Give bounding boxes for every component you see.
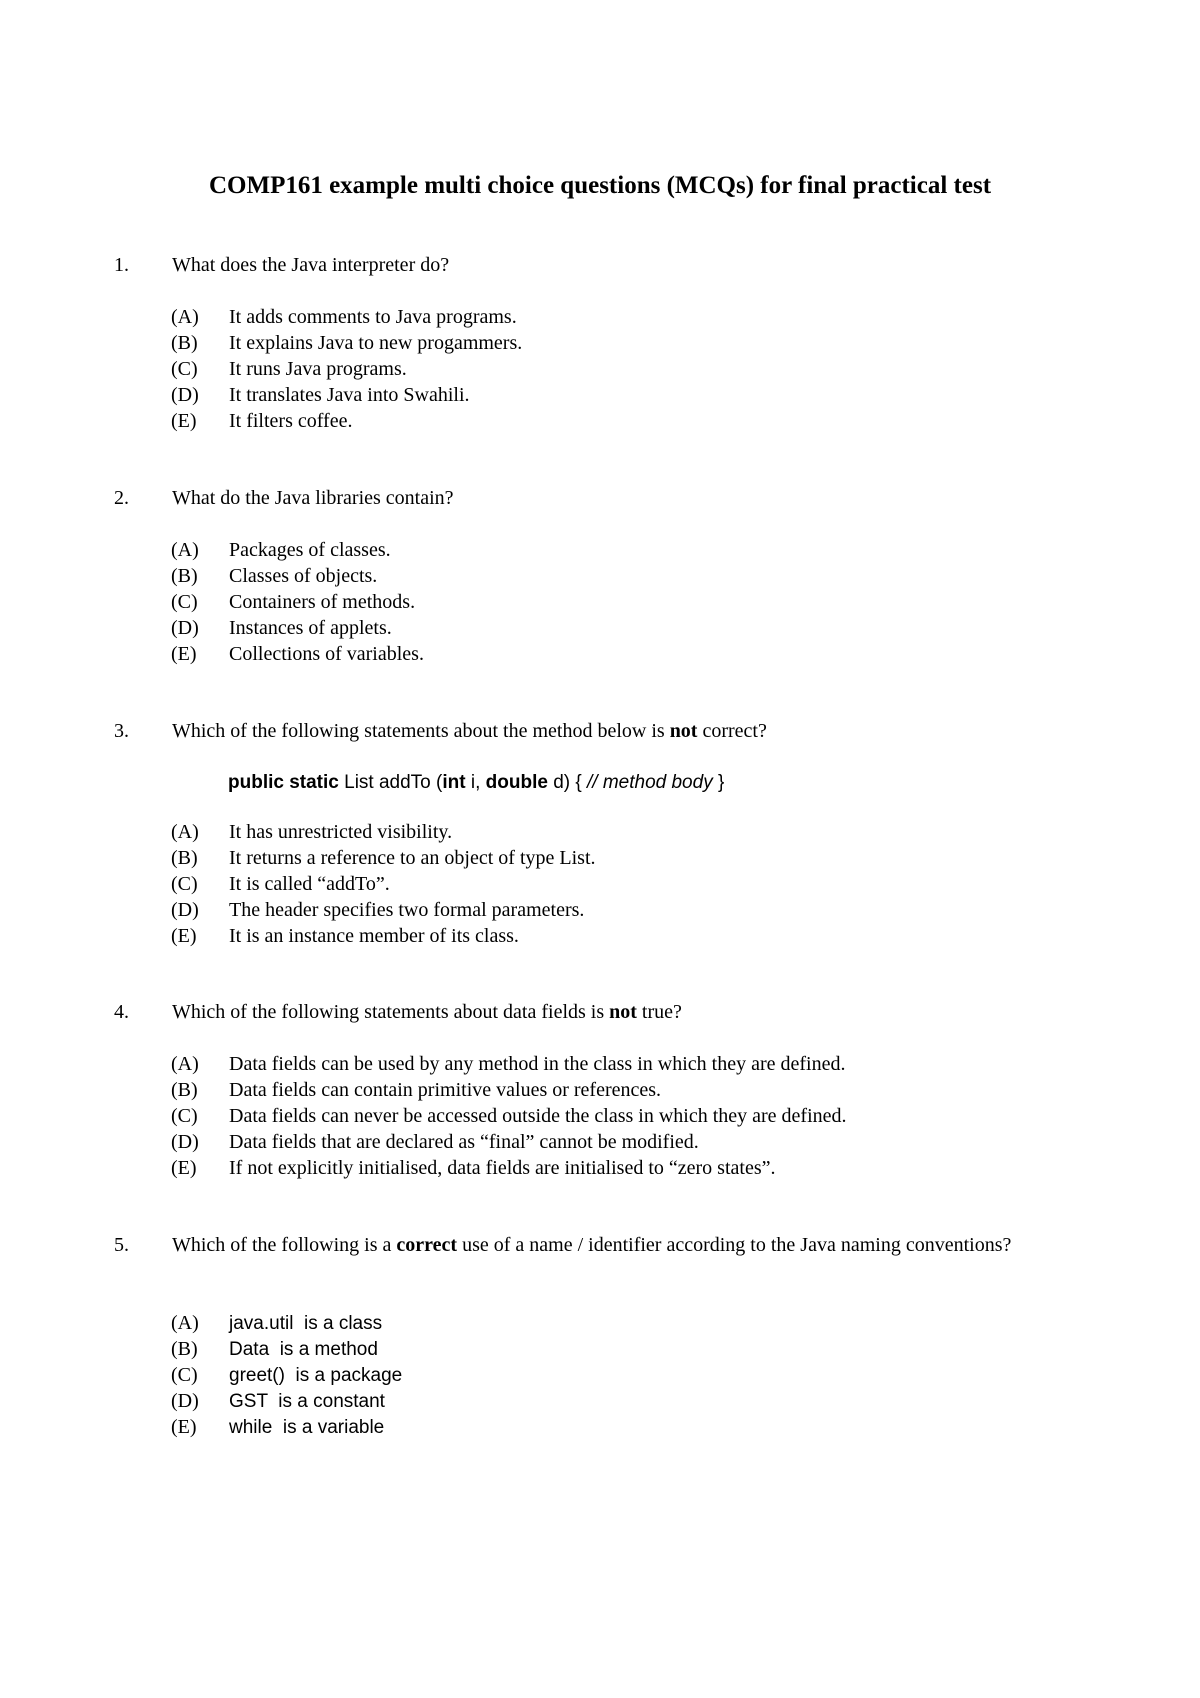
option-label: (E)	[171, 1157, 197, 1179]
option-label: (A)	[171, 1312, 199, 1334]
option-text: Data fields that are declared as “final” cannot be modified.	[229, 1131, 699, 1153]
option-text: Data fields can contain primitive values or references.	[229, 1079, 662, 1101]
question-number: 5.	[114, 1234, 129, 1256]
option-label: (C)	[171, 1364, 198, 1386]
option-label: (C)	[171, 591, 198, 613]
option-text: Collections of variables.	[229, 643, 424, 665]
option-label: (C)	[171, 873, 198, 895]
option-label: (A)	[171, 539, 199, 561]
option-label: (B)	[171, 332, 198, 354]
option-text: It adds comments to Java programs.	[229, 306, 517, 328]
option-text: It returns a reference to an object of type List.	[229, 847, 596, 869]
option-label: (D)	[171, 617, 199, 639]
question-number: 3.	[114, 720, 129, 742]
option-label: (C)	[171, 1105, 198, 1127]
option-text: Classes of objects.	[229, 565, 378, 587]
option-label: (D)	[171, 1131, 199, 1153]
question-number: 2.	[114, 487, 129, 509]
option-text: The header specifies two formal parameters.	[229, 899, 585, 921]
option-text: It is called “addTo”.	[229, 873, 390, 895]
option-text: Packages of classes.	[229, 539, 391, 561]
question-text: Which of the following statements about data fields is not true?	[172, 1001, 682, 1023]
option-label: (A)	[171, 306, 199, 328]
method-signature: public static List addTo (int i, double d) { // method body }	[228, 772, 725, 793]
option-text: It runs Java programs.	[229, 358, 407, 380]
question-text: Which of the following statements about the method below is not correct?	[172, 720, 767, 742]
option-label: (C)	[171, 358, 198, 380]
option-text: It translates Java into Swahili.	[229, 384, 470, 406]
option-text: Data fields can never be accessed outside the class in which they are defined.	[229, 1105, 847, 1127]
option-text: It filters coffee.	[229, 410, 353, 432]
option-text: GST is a constant	[229, 1391, 385, 1412]
option-label: (D)	[171, 384, 199, 406]
question-number: 1.	[114, 254, 129, 276]
option-text: If not explicitly initialised, data fields are initialised to “zero states”.	[229, 1157, 776, 1179]
option-text: It explains Java to new progammers.	[229, 332, 523, 354]
option-label: (E)	[171, 925, 197, 947]
option-label: (B)	[171, 1079, 198, 1101]
option-label: (A)	[171, 1053, 199, 1075]
option-label: (E)	[171, 1416, 197, 1438]
option-text: Data fields can be used by any method in the class in which they are defined.	[229, 1053, 846, 1075]
option-label: (D)	[171, 899, 199, 921]
option-label: (B)	[171, 847, 198, 869]
question-text: Which of the following is a correct use of a name / identifier according to the Java naming conventions?	[172, 1234, 1012, 1256]
option-text: Instances of applets.	[229, 617, 392, 639]
option-text: greet() is a package	[229, 1365, 403, 1386]
question-number: 4.	[114, 1001, 129, 1023]
option-label: (E)	[171, 643, 197, 665]
option-label: (E)	[171, 410, 197, 432]
option-label: (B)	[171, 565, 198, 587]
option-text: Data is a method	[229, 1339, 378, 1360]
question-text: What does the Java interpreter do?	[172, 254, 450, 276]
option-text: Containers of methods.	[229, 591, 416, 613]
option-text: It is an instance member of its class.	[229, 925, 519, 947]
question-text: What do the Java libraries contain?	[172, 487, 454, 509]
option-label: (A)	[171, 821, 199, 843]
option-text: while is a variable	[229, 1417, 385, 1438]
option-label: (B)	[171, 1338, 198, 1360]
option-text: java.util is a class	[229, 1313, 383, 1334]
option-label: (D)	[171, 1390, 199, 1412]
document-title: COMP161 example multi choice questions (MCQs) for final practical test	[208, 172, 992, 199]
option-text: It has unrestricted visibility.	[229, 821, 453, 843]
